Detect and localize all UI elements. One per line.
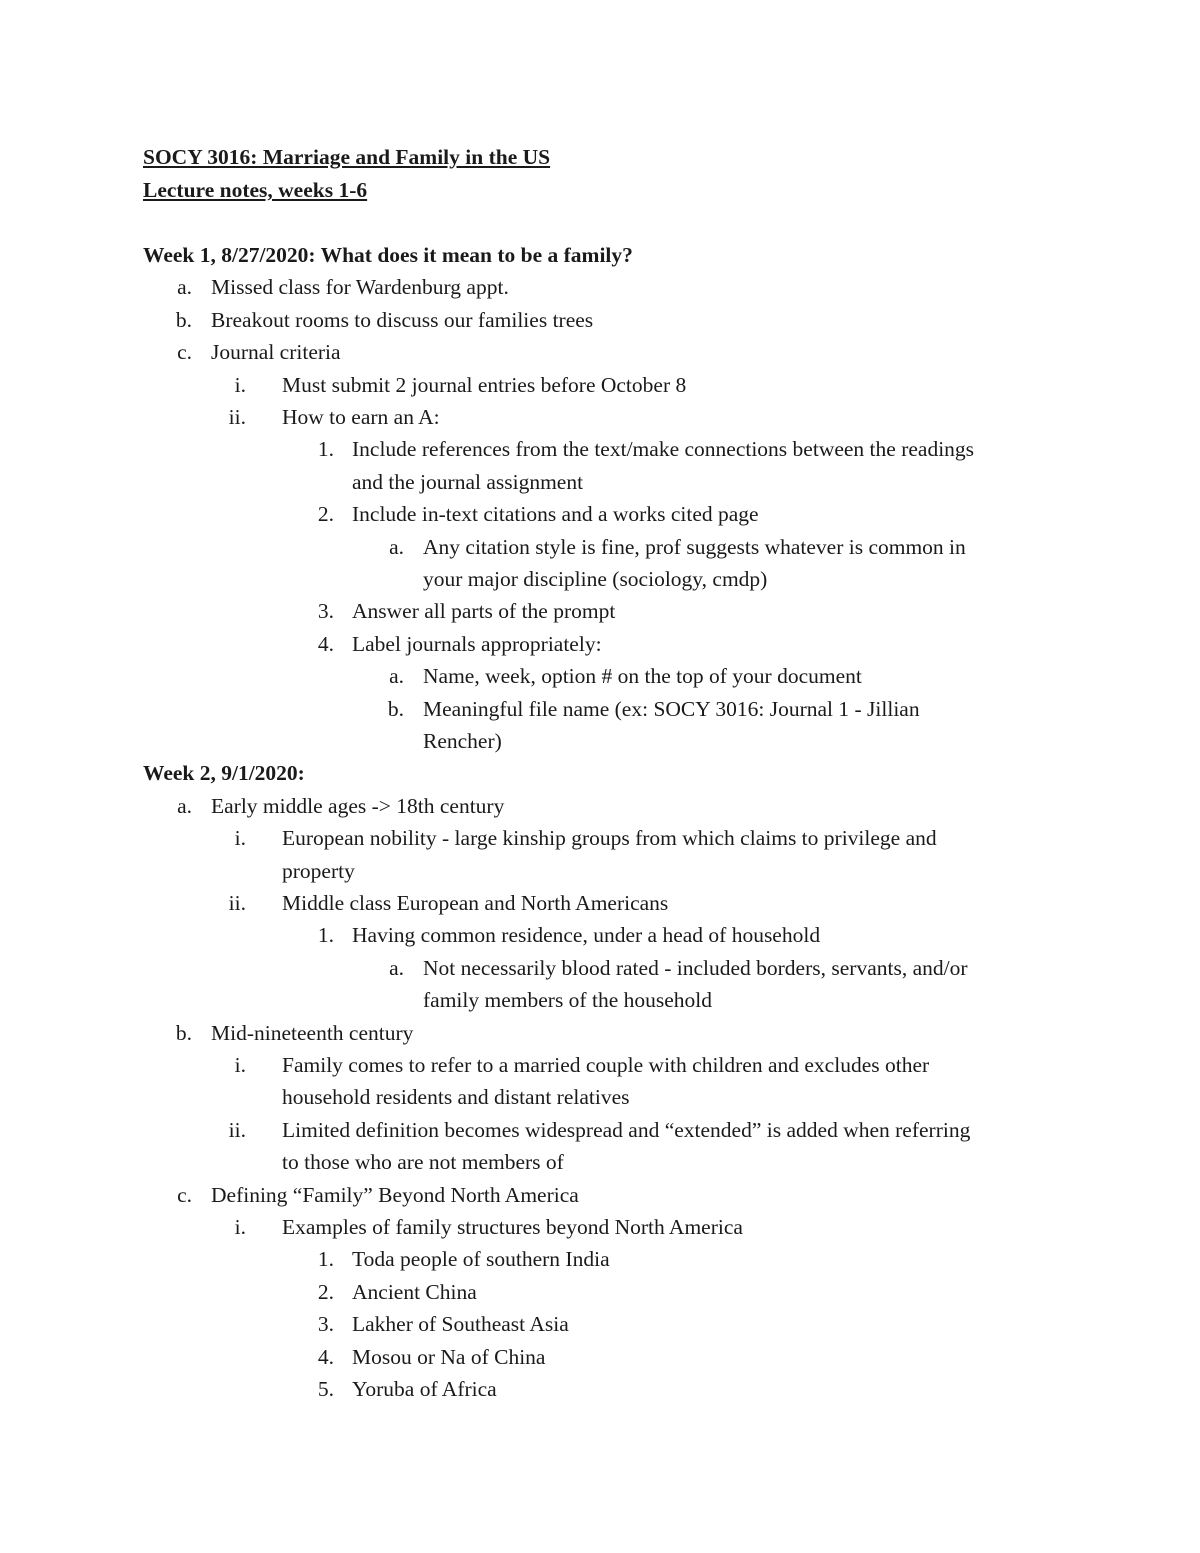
list-item-continuation: to those who are not members of (282, 1150, 564, 1175)
section-heading: Week 1, 8/27/2020: What does it mean to be a family? (143, 243, 633, 267)
list-item: Yoruba of Africa (352, 1377, 497, 1401)
list-marker: a. (389, 534, 404, 559)
document-title: SOCY 3016: Marriage and Family in the US (143, 145, 551, 169)
list-marker: c. (177, 340, 192, 365)
list-item: Lakher of Southeast Asia (352, 1312, 569, 1337)
list-item: Toda people of southern India (352, 1247, 610, 1272)
list-item: Defining “Family” Beyond North America (211, 1182, 579, 1207)
list-item-continuation: property (282, 858, 355, 883)
list-marker: i. (234, 1053, 246, 1077)
list-item: Breakout rooms to discuss our families trees (211, 307, 594, 332)
list-marker: a. (389, 955, 404, 980)
list-item: Any citation style is fine, prof suggests whatever is common in (423, 534, 966, 559)
list-marker: b. (175, 1020, 192, 1045)
list-item: Mid-nineteenth century (211, 1020, 414, 1045)
list-marker: 4. (317, 1344, 334, 1369)
list-item: Meaningful file name (ex: SOCY 3016: Journal 1 - Jillian (423, 696, 920, 721)
list-marker: 3. (317, 599, 334, 624)
list-marker: 2. (317, 502, 334, 527)
list-item-continuation: Rencher) (423, 729, 502, 753)
list-item: Include references from the text/make connections between the readings (352, 437, 975, 462)
list-item: Not necessarily blood rated - included borders, servants, and/or (423, 955, 968, 980)
list-item: Missed class for Wardenburg appt. (211, 275, 509, 300)
list-item: Examples of family structures beyond North America (282, 1215, 743, 1239)
list-marker: i. (234, 826, 246, 851)
list-marker: 1. (317, 923, 334, 948)
list-item: Middle class European and North Americans (282, 891, 669, 915)
list-item: Mosou or Na of China (352, 1344, 546, 1369)
list-marker: a. (177, 793, 192, 818)
list-item: Early middle ages -> 18th century (211, 793, 505, 818)
list-item: Include in-text citations and a works cited page (352, 502, 759, 527)
list-item: How to earn an A: (282, 405, 440, 429)
section-heading: Week 2, 9/1/2020: (143, 761, 305, 786)
list-marker: a. (389, 664, 404, 689)
list-marker: 3. (317, 1312, 334, 1337)
list-item: Answer all parts of the prompt (352, 599, 616, 624)
list-item-continuation: and the journal assignment (352, 469, 584, 494)
list-marker: 1. (317, 437, 334, 462)
list-marker: b. (175, 307, 192, 332)
list-item: European nobility - large kinship groups from which claims to privilege and (282, 826, 937, 851)
list-marker: i. (234, 372, 246, 397)
list-marker: 5. (317, 1377, 334, 1401)
list-item-continuation: your major discipline (sociology, cmdp) (423, 567, 768, 591)
list-marker: 1. (317, 1247, 334, 1272)
list-marker: ii. (228, 891, 246, 915)
list-item: Family comes to refer to a married couple with children and excludes other (282, 1053, 930, 1077)
document-subtitle: Lecture notes, weeks 1-6 (143, 178, 368, 202)
list-marker: i. (234, 1215, 246, 1239)
list-item: Name, week, option # on the top of your document (423, 664, 862, 689)
list-item: Label journals appropriately: (352, 631, 602, 656)
list-item: Limited definition becomes widespread and “extended” is added when referring (282, 1117, 971, 1142)
list-marker: b. (387, 696, 404, 721)
list-item-continuation: family members of the household (423, 988, 712, 1013)
list-marker: a. (177, 275, 192, 300)
list-marker: 2. (317, 1279, 334, 1304)
list-marker: ii. (228, 1117, 246, 1142)
list-item: Journal criteria (211, 340, 341, 365)
list-item-continuation: household residents and distant relatives (282, 1085, 630, 1110)
list-item: Ancient China (352, 1279, 477, 1304)
list-marker: c. (177, 1182, 192, 1207)
list-marker: 4. (317, 631, 334, 656)
list-item: Having common residence, under a head of household (352, 923, 821, 948)
list-item: Must submit 2 journal entries before October 8 (282, 372, 687, 397)
list-marker: ii. (228, 405, 246, 429)
